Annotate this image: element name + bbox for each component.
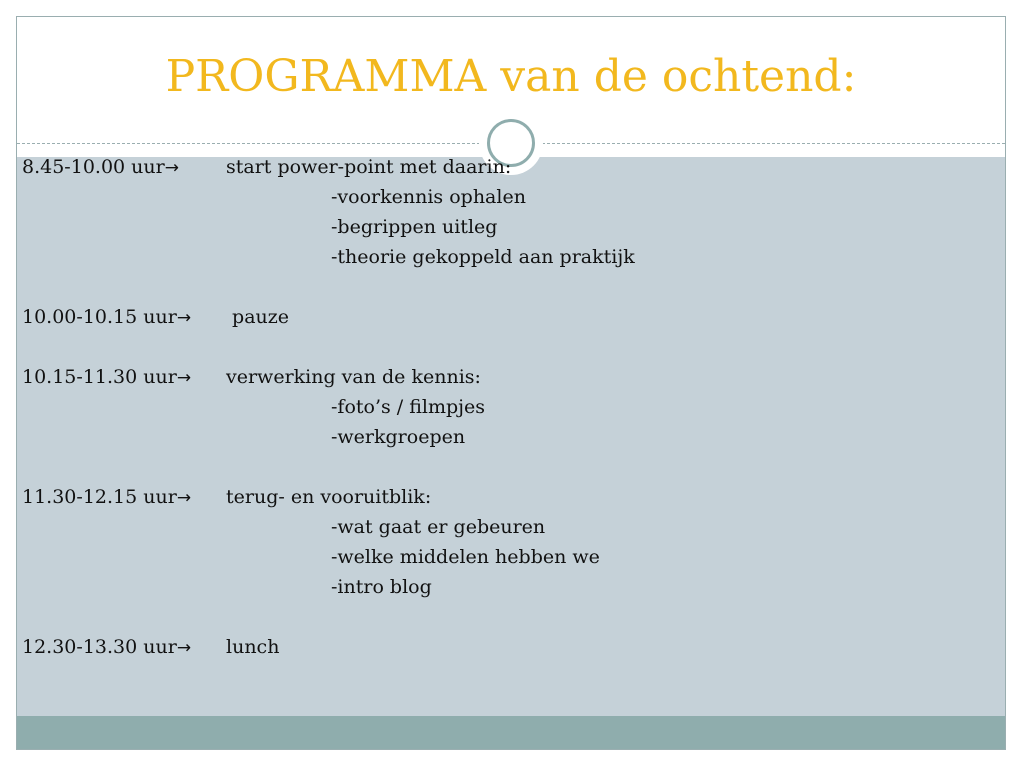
activity-description: lunch — [226, 636, 280, 658]
arrow-right-icon: → — [176, 308, 192, 328]
activity-subitem: -werkgroepen — [331, 426, 466, 448]
activity-subitem: -begrippen uitleg — [331, 216, 498, 238]
activity-subitem: -wat gaat er gebeuren — [331, 516, 546, 538]
arrow-right-icon: → — [176, 368, 192, 388]
time-range: 10.15-11.30 uur — [22, 366, 177, 388]
activity-subitem: -theorie gekoppeld aan praktijk — [331, 246, 635, 268]
arrow-right-icon: → — [164, 158, 179, 178]
activity-description: start power-point met daarin: — [226, 156, 512, 178]
footer-bar — [17, 716, 1005, 750]
time-range: 12.30-13.30 uur — [22, 636, 177, 658]
time-range: 11.30-12.15 uur — [22, 486, 177, 508]
activity-subitem: -intro blog — [331, 576, 432, 598]
slide-title: PROGRAMMA van de ochtend: — [165, 51, 857, 102]
time-range: 8.45-10.00 uur — [22, 156, 165, 178]
activity-description: verwerking van de kennis: — [226, 366, 481, 388]
activity-subitem: -welke middelen hebben we — [331, 546, 600, 568]
activity-description: pauze — [226, 306, 290, 328]
activity-description: terug- en vooruitblik: — [226, 486, 432, 508]
activity-subitem: -voorkennis ophalen — [331, 186, 526, 208]
activity-subitem: -foto’s / filmpjes — [331, 396, 486, 418]
time-range: 10.00-10.15 uur — [22, 306, 177, 328]
arrow-right-icon: → — [176, 488, 192, 508]
arrow-right-icon: → — [176, 638, 192, 658]
